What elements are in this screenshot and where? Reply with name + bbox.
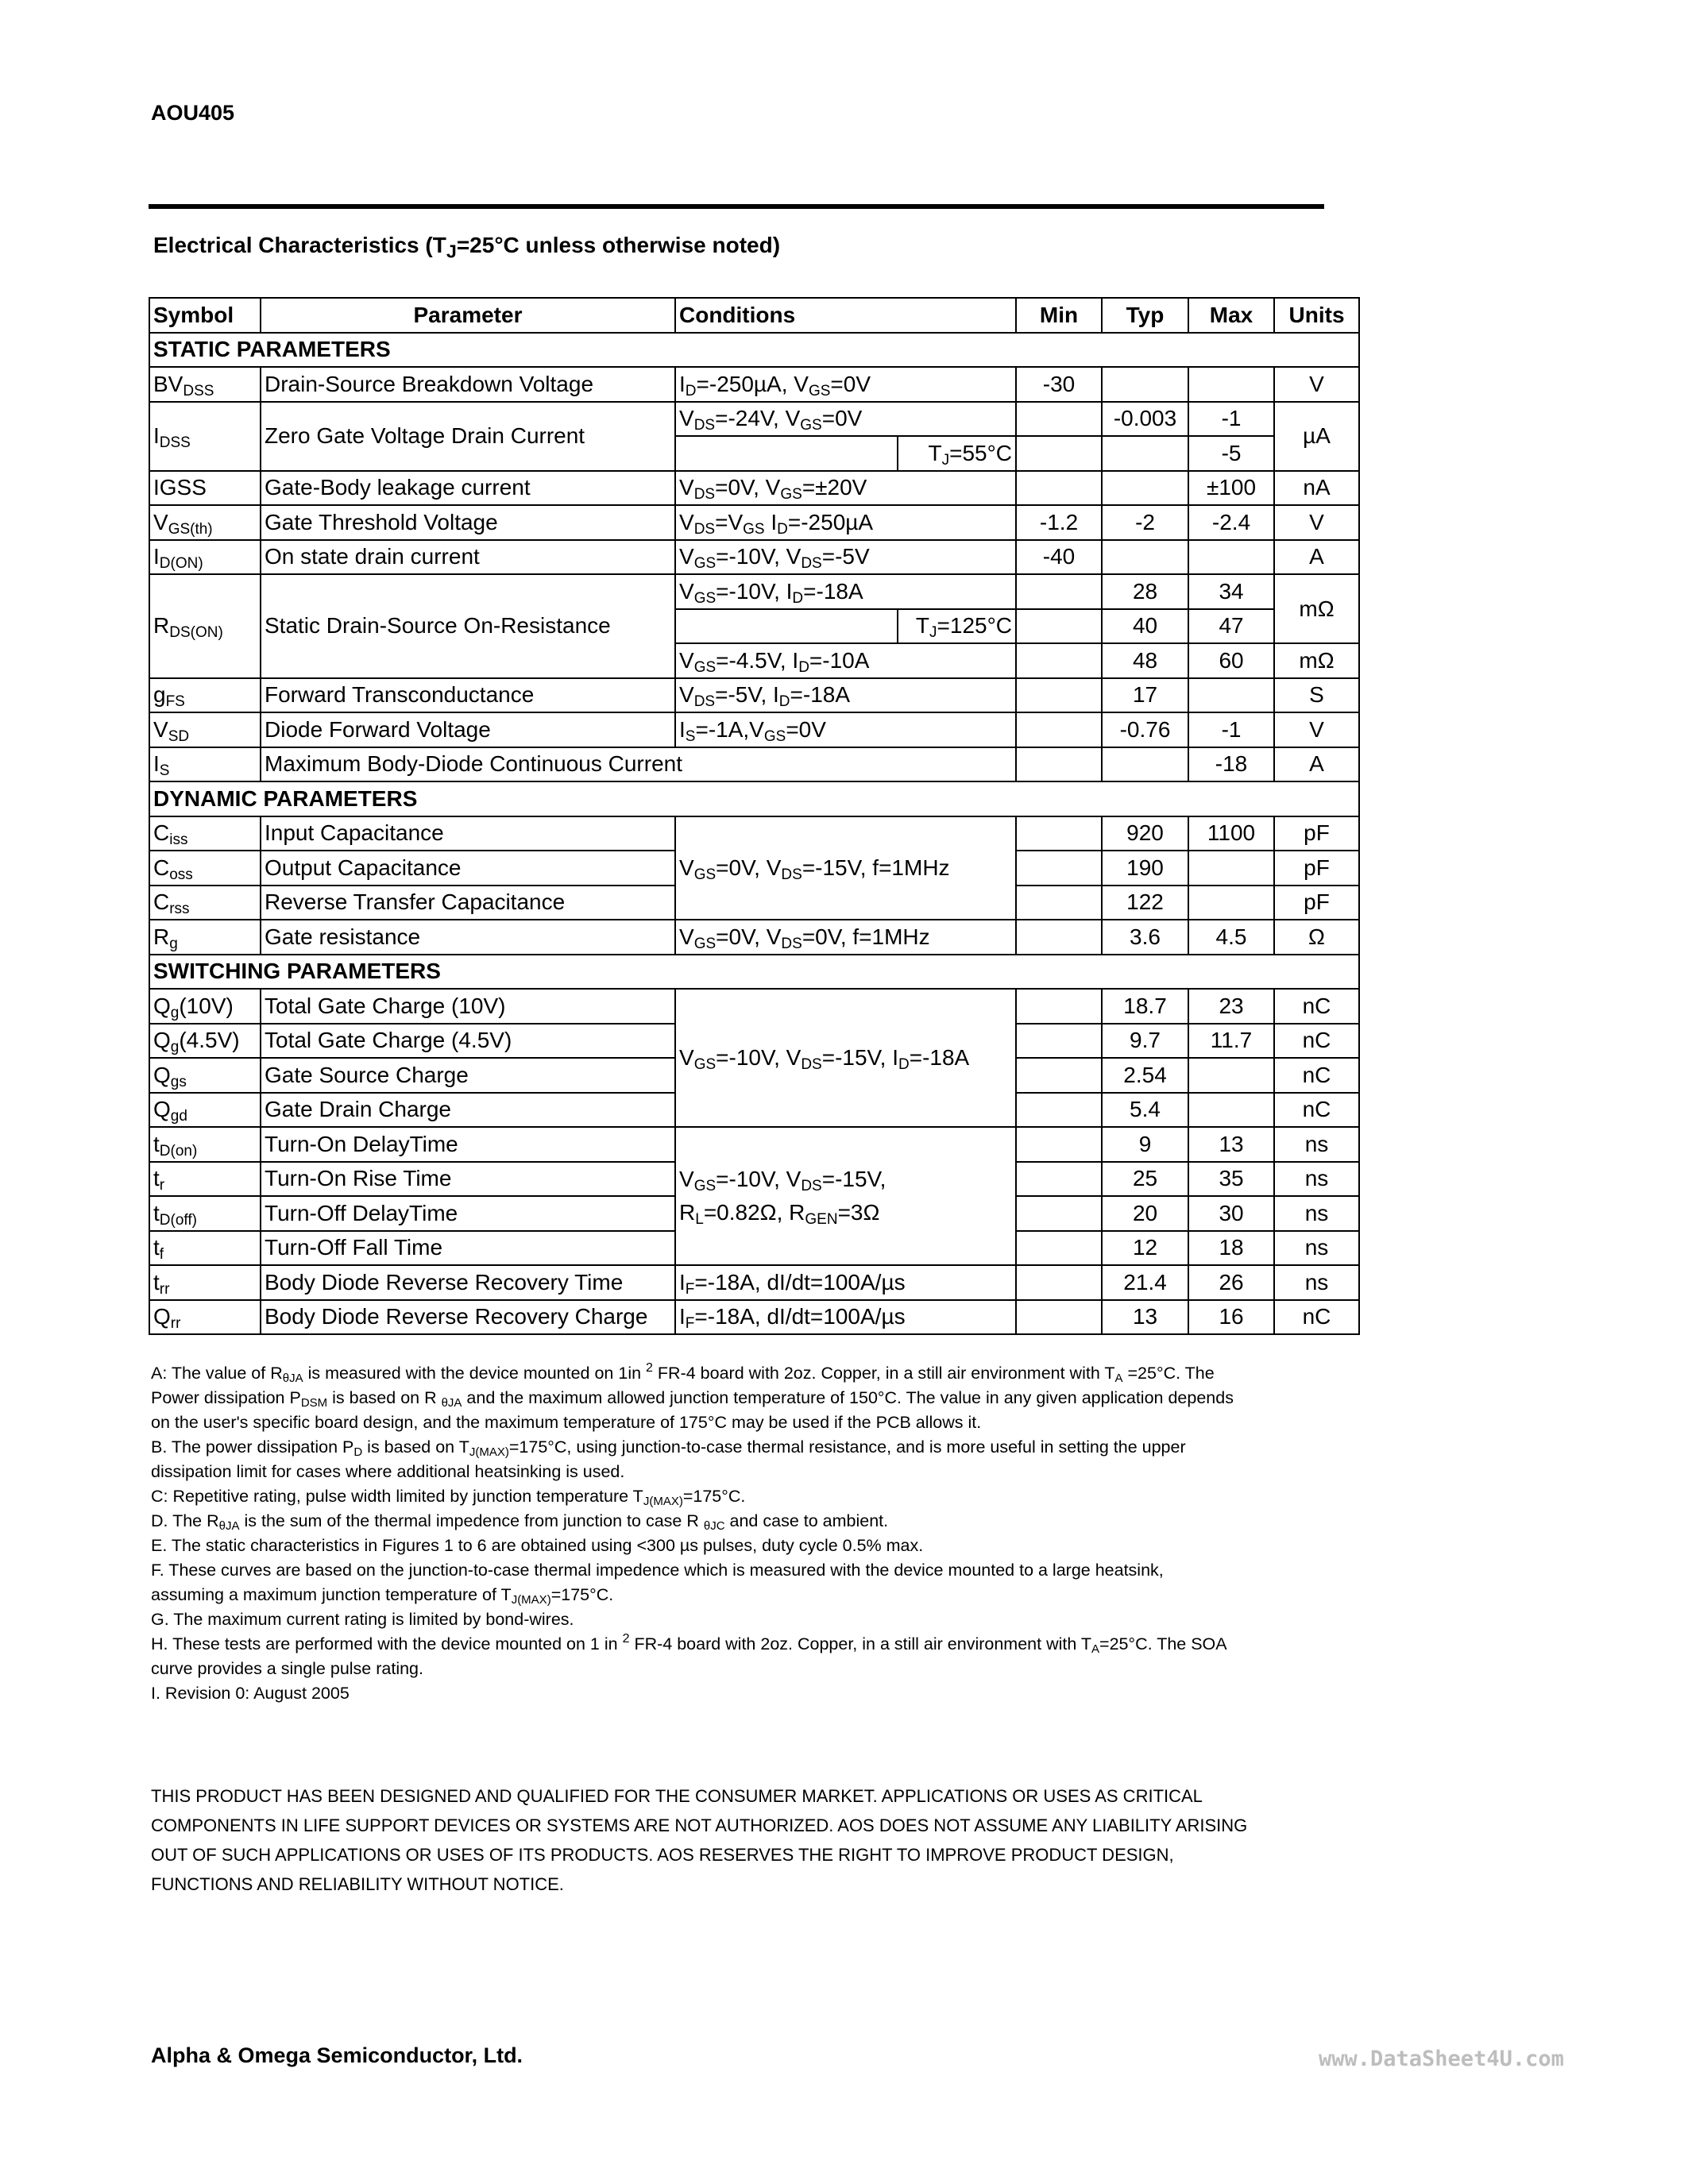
header-rule: [149, 204, 1324, 209]
units-cell: ns: [1274, 1127, 1359, 1162]
units-cell: V: [1274, 367, 1359, 402]
symbol-cell: $R_g$: [149, 920, 261, 955]
symbol-cell: $V_{GS(th)}$: [149, 505, 261, 540]
parameter-cell: Turn-Off Fall Time: [261, 1231, 675, 1266]
min-cell: [1016, 1058, 1102, 1093]
parameter-cell: Total Gate Charge (4.5V): [261, 1024, 675, 1059]
parameter-cell: Diode Forward Voltage: [261, 712, 675, 747]
typ-cell: 13: [1102, 1300, 1188, 1335]
table-row: [149, 574, 1359, 609]
symbol-cell: $g_{FS}$: [149, 678, 261, 713]
max-cell: -1: [1188, 402, 1274, 437]
min-cell: [1016, 678, 1102, 713]
conditions-cell: $V_{GS}=0V$, $V_{DS}=0V$, f=1MHz: [675, 920, 1016, 955]
disclaimer-line: COMPONENTS IN LIFE SUPPORT DEVICES OR SYSTEMS ARE NOT AUTHORIZED. AOS DOES NOT ASSUME ANY LIABILITY ARISING: [151, 1815, 1248, 1835]
min-cell: [1016, 1162, 1102, 1197]
symbol-cell: $t_{D(on)}$: [149, 1127, 261, 1162]
symbol-cell: $R_{DS(ON)}$: [149, 574, 261, 678]
col-conditions: Conditions: [675, 298, 1016, 333]
parameter-cell: Gate Source Charge: [261, 1058, 675, 1093]
max-cell: -18: [1188, 747, 1274, 782]
parameter-cell: Gate Drain Charge: [261, 1093, 675, 1128]
conditions-cell: $V_{GS}=-4.5V$, $I_D=-10A$: [675, 643, 1016, 678]
typ-cell: [1102, 367, 1188, 402]
col-typ: Typ: [1102, 298, 1188, 333]
note-line: C: Repetitive rating, pulse width limited by junction temperature $T_{J(MAX)}=175^\circ C$.: [151, 1487, 746, 1508]
conditions-cell: $V_{GS}=-10V$, $V_{DS}=-5V$: [675, 540, 1016, 575]
typ-cell: [1102, 471, 1188, 506]
conditions-cell: $V_{GS}=0V$, $V_{DS}=-15V$, f=1MHz: [675, 816, 1016, 920]
parameter-cell: Gate resistance: [261, 920, 675, 955]
table-row: [149, 1265, 1359, 1300]
max-cell: 35: [1188, 1162, 1274, 1197]
table-row: [149, 1300, 1359, 1335]
min-cell: [1016, 574, 1102, 609]
conditions-cell: [675, 1127, 1016, 1265]
note-line: D. The $R_{\theta JA}$ is the sum of the thermal impedence from junction to case R $_{\theta JC}$ and case to ambient.: [151, 1511, 889, 1533]
typ-cell: -0.003: [1102, 402, 1188, 437]
typ-cell: 28: [1102, 574, 1188, 609]
disclaimer-line: OUT OF SUCH APPLICATIONS OR USES OF ITS PRODUCTS. AOS RESERVES THE RIGHT TO IMPROVE PRODUCT DESIGN,: [151, 1845, 1174, 1865]
min-cell: [1016, 1024, 1102, 1059]
units-cell: pF: [1274, 851, 1359, 886]
symbol-cell: $t_{D(off)}$: [149, 1196, 261, 1231]
units-cell: mΩ: [1274, 643, 1359, 678]
col-units: Units: [1274, 298, 1359, 333]
typ-cell: 920: [1102, 816, 1188, 851]
note-line: H. These tests are performed with the device mounted on 1 in $^2$ FR-4 board with 2oz. Copper, in a still air environment with $T_A=25^\circ C$. The SOA: [151, 1632, 1227, 1656]
symbol-cell: IGSS: [149, 471, 261, 506]
parameter-cell: Turn-Off DelayTime: [261, 1196, 675, 1231]
symbol-cell: $Q_{rr}$: [149, 1300, 261, 1335]
parameter-cell: Total Gate Charge (10V): [261, 989, 675, 1024]
parameter-cell: Gate-Body leakage current: [261, 471, 675, 506]
typ-cell: 40: [1102, 609, 1188, 644]
max-cell: 26: [1188, 1265, 1274, 1300]
max-cell: 23: [1188, 989, 1274, 1024]
max-cell: [1188, 851, 1274, 886]
typ-cell: 18.7: [1102, 989, 1188, 1024]
parameter-cell: Static Drain-Source On-Resistance: [261, 574, 675, 678]
symbol-cell: $I_{D(ON)}$: [149, 540, 261, 575]
footnotes: [151, 1361, 1327, 1706]
units-cell: nC: [1274, 1024, 1359, 1059]
min-cell: [1016, 1093, 1102, 1128]
units-cell: µA: [1274, 402, 1359, 471]
min-cell: [1016, 747, 1102, 782]
min-cell: [1016, 886, 1102, 920]
max-cell: 4.5: [1188, 920, 1274, 955]
note-line: B. The power dissipation $P_D$ is based on $T_{J(MAX)}=175^\circ C$, using junction-to-case thermal resistance, and is more useful in setting the upper: [151, 1437, 1186, 1459]
symbol-cell: $C_{oss}$: [149, 851, 261, 886]
section-static: STATIC PARAMETERS: [149, 333, 1359, 368]
units-cell: ns: [1274, 1265, 1359, 1300]
min-cell: [1016, 920, 1102, 955]
max-cell: [1188, 540, 1274, 575]
table-row: [149, 816, 1359, 851]
conditions-cell: $V_{DS}=V_{GS}$ $I_D=-250\mu A$: [675, 505, 1016, 540]
min-cell: [1016, 1265, 1102, 1300]
table-row: [149, 1127, 1359, 1162]
col-symbol: Symbol: [149, 298, 261, 333]
min-cell: -40: [1016, 540, 1102, 575]
col-min: Min: [1016, 298, 1102, 333]
conditions-cell: $I_F=-18A$, dI/dt=100A/µs: [675, 1265, 1016, 1300]
units-cell: nC: [1274, 1093, 1359, 1128]
typ-cell: 17: [1102, 678, 1188, 713]
max-cell: 60: [1188, 643, 1274, 678]
company-name: Alpha & Omega Semiconductor, Ltd.: [151, 2043, 523, 2067]
units-cell: nC: [1274, 1300, 1359, 1335]
parameter-cell: Forward Transconductance: [261, 678, 675, 713]
conditions-temp-cell: $T_J=125^\circ C$: [898, 609, 1016, 644]
typ-cell: -2: [1102, 505, 1188, 540]
parameter-cell: On state drain current: [261, 540, 675, 575]
typ-cell: 20: [1102, 1196, 1188, 1231]
disclaimer: [151, 1781, 1247, 1899]
table-row: [149, 920, 1359, 955]
min-cell: [1016, 989, 1102, 1024]
min-cell: [1016, 1127, 1102, 1162]
typ-cell: 25: [1102, 1162, 1188, 1197]
symbol-cell: $Q_{gd}$: [149, 1093, 261, 1128]
units-cell: nC: [1274, 989, 1359, 1024]
conditions-cell: $V_{GS}=-10V$, $V_{DS}=-15V$, $I_D=-18A$: [675, 989, 1016, 1127]
min-cell: -30: [1016, 367, 1102, 402]
watermark: www.DataSheet4U.com: [1319, 2047, 1564, 2071]
typ-cell: [1102, 747, 1188, 782]
symbol-cell: $Q_g(10V)$: [149, 989, 261, 1024]
section-dynamic: DYNAMIC PARAMETERS: [149, 781, 1359, 816]
symbol-cell: $Q_g(4.5V)$: [149, 1024, 261, 1059]
table-row: [149, 747, 1359, 782]
switch-cond-line-2: $R_L=0.82\Omega$, $R_{GEN}=3\Omega$: [679, 1200, 880, 1228]
table-row: [149, 712, 1359, 747]
typ-cell: [1102, 436, 1188, 471]
min-cell: [1016, 402, 1102, 437]
max-cell: 47: [1188, 609, 1274, 644]
conditions-temp-cell: $T_J=55^\circ C$: [898, 436, 1016, 471]
units-cell: S: [1274, 678, 1359, 713]
max-cell: [1188, 678, 1274, 713]
note-line: curve provides a single pulse rating.: [151, 1659, 423, 1678]
table-row: [149, 402, 1359, 437]
symbol-cell: $I_S$: [149, 747, 261, 782]
conditions-cell: $I_D=-250\mu A$, $V_{GS}=0V$: [675, 367, 1016, 402]
max-cell: -1: [1188, 712, 1274, 747]
max-cell: 16: [1188, 1300, 1274, 1335]
switch-cond-line-1: $V_{GS}=-10V$, $V_{DS}=-15V$,: [679, 1167, 886, 1194]
note-line: I. Revision 0: August 2005: [151, 1684, 350, 1703]
section-switching: SWITCHING PARAMETERS: [149, 955, 1359, 990]
col-parameter: Parameter: [261, 298, 675, 333]
conditions-blank: [675, 609, 898, 644]
min-cell: [1016, 1196, 1102, 1231]
max-cell: 13: [1188, 1127, 1274, 1162]
typ-cell: 21.4: [1102, 1265, 1188, 1300]
max-cell: 18: [1188, 1231, 1274, 1266]
units-cell: pF: [1274, 816, 1359, 851]
part-number: AOU405: [151, 101, 235, 125]
disclaimer-line: FUNCTIONS AND RELIABILITY WITHOUT NOTICE.: [151, 1874, 564, 1894]
units-cell: pF: [1274, 886, 1359, 920]
units-cell: ns: [1274, 1231, 1359, 1266]
typ-cell: 190: [1102, 851, 1188, 886]
parameter-cell: Drain-Source Breakdown Voltage: [261, 367, 675, 402]
parameter-cell: Turn-On DelayTime: [261, 1127, 675, 1162]
min-cell: [1016, 643, 1102, 678]
units-cell: nA: [1274, 471, 1359, 506]
conditions-cell: $I_F=-18A$, dI/dt=100A/µs: [675, 1300, 1016, 1335]
symbol-cell: $t_r$: [149, 1162, 261, 1197]
max-cell: 11.7: [1188, 1024, 1274, 1059]
max-cell: [1188, 886, 1274, 920]
symbol-cell: $I_{DSS}$: [149, 402, 261, 471]
table-row: [149, 540, 1359, 575]
note-line: Power dissipation $P_{DSM}$ is based on R $_{\theta JA}$ and the maximum allowed junction temperature of 150°C. The value in any given application depends: [151, 1388, 1234, 1410]
max-cell: [1188, 367, 1274, 402]
units-cell: V: [1274, 505, 1359, 540]
note-line: F. These curves are based on the junction-to-case thermal impedence which is measured with the device mounted to a large heatsink,: [151, 1561, 1164, 1580]
note-line: dissipation limit for cases where additional heatsinking is used.: [151, 1462, 625, 1481]
parameter-cell: Gate Threshold Voltage: [261, 505, 675, 540]
disclaimer-line: THIS PRODUCT HAS BEEN DESIGNED AND QUALIFIED FOR THE CONSUMER MARKET. APPLICATIONS OR USES AS CRITICAL: [151, 1786, 1203, 1806]
table-title: Electrical Characteristics ($T_J=25^\circ C$ unless otherwise noted): [153, 233, 781, 262]
min-cell: [1016, 1300, 1102, 1335]
min-cell: [1016, 816, 1102, 851]
header-row: [149, 298, 1359, 333]
typ-cell: 122: [1102, 886, 1188, 920]
units-cell: ns: [1274, 1196, 1359, 1231]
note-line: assuming a maximum junction temperature of $T_{J(MAX)}=175^\circ C$.: [151, 1585, 614, 1607]
note-line: A: The value of $R_{\theta JA}$ is measured with the device mounted on 1in $^2$ FR-4 board with 2oz. Copper, in a still air environment with $T_A =25^\circ C$. The: [151, 1361, 1215, 1385]
min-cell: [1016, 712, 1102, 747]
parameter-cell: Body Diode Reverse Recovery Time: [261, 1265, 675, 1300]
max-cell: [1188, 1093, 1274, 1128]
table-row: [149, 471, 1359, 506]
typ-cell: [1102, 540, 1188, 575]
min-cell: [1016, 851, 1102, 886]
parameter-cell: Reverse Transfer Capacitance: [261, 886, 675, 920]
table-row: [149, 989, 1359, 1024]
typ-cell: 9: [1102, 1127, 1188, 1162]
symbol-cell: $Q_{gs}$: [149, 1058, 261, 1093]
parameter-cell: Zero Gate Voltage Drain Current: [261, 402, 675, 471]
note-line: G. The maximum current rating is limited by bond-wires.: [151, 1610, 574, 1629]
units-cell: A: [1274, 747, 1359, 782]
conditions-cell: $V_{DS}=-5V$, $I_D=-18A$: [675, 678, 1016, 713]
units-cell: nC: [1274, 1058, 1359, 1093]
note-line: on the user's specific board design, and the maximum temperature of 175°C may be used if the PCB allows it.: [151, 1413, 982, 1432]
min-cell: [1016, 471, 1102, 506]
table-row: [149, 505, 1359, 540]
symbol-cell: $V_{SD}$: [149, 712, 261, 747]
parameter-cell: Body Diode Reverse Recovery Charge: [261, 1300, 675, 1335]
max-cell: ±100: [1188, 471, 1274, 506]
note-line: E. The static characteristics in Figures 1 to 6 are obtained using <300 µs pulses, duty cycle 0.5% max.: [151, 1536, 924, 1555]
conditions-cell: $I_S=-1A,V_{GS}=0V$: [675, 712, 1016, 747]
electrical-characteristics-table: [149, 297, 1360, 1335]
max-cell: -2.4: [1188, 505, 1274, 540]
max-cell: [1188, 1058, 1274, 1093]
min-cell: [1016, 609, 1102, 644]
parameter-cell: Turn-On Rise Time: [261, 1162, 675, 1197]
typ-cell: 3.6: [1102, 920, 1188, 955]
conditions-cell: $V_{DS}=0V$, $V_{GS}=\pm 20V$: [675, 471, 1016, 506]
parameter-cell: Input Capacitance: [261, 816, 675, 851]
min-cell: [1016, 1231, 1102, 1266]
units-cell: ns: [1274, 1162, 1359, 1197]
units-cell: V: [1274, 712, 1359, 747]
units-cell: A: [1274, 540, 1359, 575]
typ-cell: 12: [1102, 1231, 1188, 1266]
typ-cell: 48: [1102, 643, 1188, 678]
typ-cell: 2.54: [1102, 1058, 1188, 1093]
conditions-cell: $V_{GS}=-10V$, $I_D=-18A$: [675, 574, 1016, 609]
symbol-cell: $C_{rss}$: [149, 886, 261, 920]
units-cell: Ω: [1274, 920, 1359, 955]
conditions-cell: $V_{DS}=-24V$, $V_{GS}=0V$: [675, 402, 1016, 437]
symbol-cell: $C_{iss}$: [149, 816, 261, 851]
conditions-blank: [675, 436, 898, 471]
typ-cell: 9.7: [1102, 1024, 1188, 1059]
min-cell: -1.2: [1016, 505, 1102, 540]
max-cell: -5: [1188, 436, 1274, 471]
col-max: Max: [1188, 298, 1274, 333]
symbol-cell: $t_f$: [149, 1231, 261, 1266]
min-cell: [1016, 436, 1102, 471]
typ-cell: 5.4: [1102, 1093, 1188, 1128]
typ-cell: -0.76: [1102, 712, 1188, 747]
table-row: [149, 367, 1359, 402]
table-row: [149, 678, 1359, 713]
max-cell: 30: [1188, 1196, 1274, 1231]
symbol-cell: $BV_{DSS}$: [149, 367, 261, 402]
parameter-cell: Output Capacitance: [261, 851, 675, 886]
max-cell: 34: [1188, 574, 1274, 609]
symbol-cell: $t_{rr}$: [149, 1265, 261, 1300]
max-cell: 1100: [1188, 816, 1274, 851]
parameter-cell: Maximum Body-Diode Continuous Current: [261, 747, 1016, 782]
units-cell: mΩ: [1274, 574, 1359, 643]
